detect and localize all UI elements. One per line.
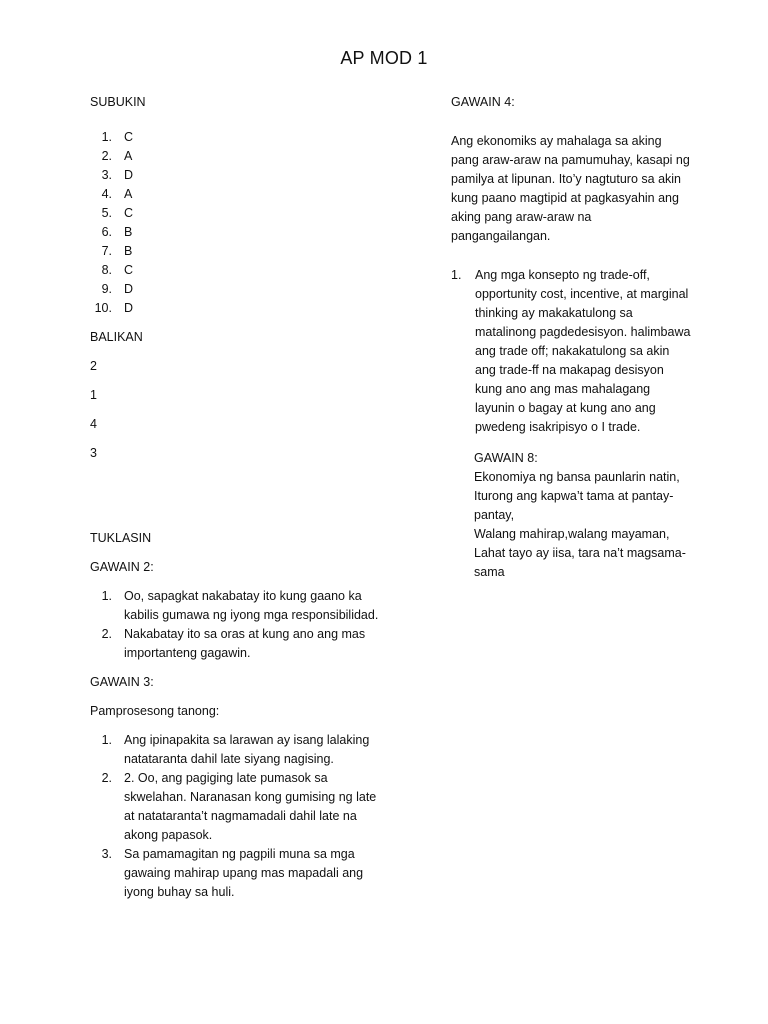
gawain-4-list [451,266,691,437]
answer-letter: B [124,244,133,258]
answer-letter: A [124,149,133,163]
item-text: Ang ipinapakita sa larawan ay isang lalaking natataranta dahil late siyang nagising. [124,733,370,766]
item-number: 3. [101,168,112,182]
item-number: 4. [101,187,112,201]
gawain-4-heading: GAWAIN 4: [451,95,515,109]
tuklasin-heading: TUKLASIN [90,531,152,545]
balikan-value: 3 [90,446,97,460]
list-item [90,845,380,902]
answer-letter: C [124,130,134,144]
item-number: 1. [101,733,112,747]
item-number: 1. [451,268,462,282]
item-number: 1. [101,589,112,603]
item-number: 1. [101,130,112,144]
left-column [90,93,380,902]
poem-line: Ekonomiya ng bansa paunlarin natin, [474,470,680,484]
item-text: Sa pamamagitan ng pagpili muna sa mga gawaing mahirap upang mas mapadali ang iyong buhay sa huli. [124,847,364,899]
item-number: 9. [101,282,112,296]
item-number: 7. [101,244,112,258]
list-item [90,128,380,147]
answer-letter: D [124,301,134,315]
page-title: AP MOD 1 [340,48,428,68]
list-item [451,266,691,437]
gawain-2-list [90,587,380,663]
list-item [90,166,380,185]
item-number: 5. [101,206,112,220]
balikan-value: 2 [90,359,97,373]
gawain-8-section [451,449,691,582]
list-item [90,587,380,625]
answer-letter: D [124,282,134,296]
list-item [90,185,380,204]
answer-letter: C [124,263,134,277]
item-number: 2. [101,149,112,163]
item-number: 3. [101,847,112,861]
item-number: 2. [101,627,112,641]
poem-line: Iturong ang kapwa’t tama at pantay-pantay, [474,489,674,522]
list-item [90,242,380,261]
balikan-value: 4 [90,417,97,431]
answer-letter: D [124,168,134,182]
item-text: Nakabatay ito sa oras at kung ano ang mas importanteng gagawin. [124,627,366,660]
list-item [90,147,380,166]
item-number: 6. [101,225,112,239]
gawain-4-paragraph: Ang ekonomiks ay mahalaga sa aking pang araw-araw na pamumuhay, kasapi ng pamilya at lipunan. Ito’y nagtuturo sa akin kung paano magtipid at pagkasyahin ang aking pang araw-araw na pangangailangan. [451,134,690,243]
gawain-3-subheading: Pamprosesong tanong: [90,704,220,718]
gawain-3-heading: GAWAIN 3: [90,675,154,689]
list-item [90,769,380,845]
item-text: 2. Oo, ang pagiging late pumasok sa skwelahan. Naranasan kong gumising ng late at natataranta’t nagmamadali dahil late na akong papasok. [124,771,377,842]
item-text: Ang mga konsepto ng trade-off, opportunity cost, incentive, at marginal thinking ay makakatulong sa matalinong pagdedesisyon. halimbawa ang trade off; nakakatulong sa akin ang trade-ff na makapag desisyon kung ano ang mas mahalagang layunin o bagay at kung ano ang pwedeng isakripisyo o I trade. [475,268,691,434]
answer-letter: A [124,187,133,201]
list-item [90,731,380,769]
gawain-2-heading: GAWAIN 2: [90,560,154,574]
item-number: 10. [94,301,112,315]
list-item [90,223,380,242]
list-item [90,204,380,223]
item-text: Oo, sapagkat nakabatay ito kung gaano ka kabilis gumawa ng iyong mga responsibilidad. [124,589,379,622]
right-column [451,93,691,582]
balikan-heading: BALIKAN [90,330,143,344]
poem-line: Lahat tayo ay iisa, tara na’t magsama-sama [474,546,686,579]
subukin-heading: SUBUKIN [90,95,146,109]
item-number: 8. [101,263,112,277]
gawain-3-list [90,731,380,902]
list-item [90,280,380,299]
subukin-answer-list [90,128,380,318]
balikan-value: 1 [90,388,97,402]
list-item [90,261,380,280]
poem-line: Walang mahirap,walang mayaman, [474,527,670,541]
list-item [90,625,380,663]
list-item [90,299,380,318]
item-number: 2. [101,771,112,785]
answer-letter: B [124,225,133,239]
gawain-8-heading: GAWAIN 8: [474,451,538,465]
answer-letter: C [124,206,134,220]
